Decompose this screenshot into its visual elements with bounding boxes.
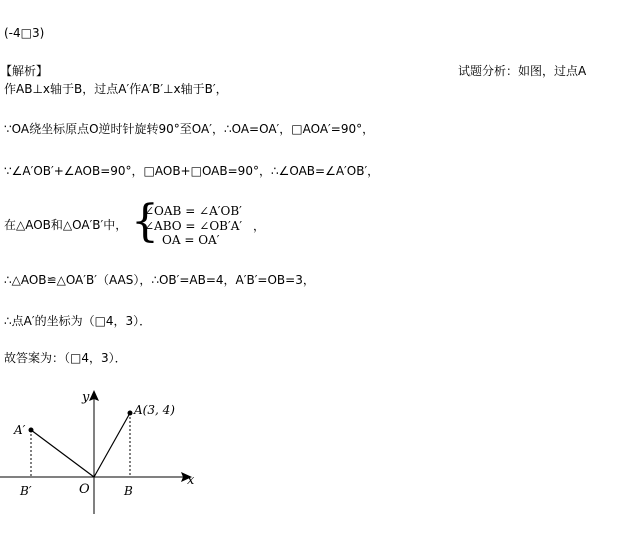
solution-line-3: ∵∠A′OB′+∠AOB=90°，□AOB+□OAB=90°，∴∠OAB=∠A′OB′，: [4, 164, 380, 178]
solution-line-6: 故答案为：（□4，3）．: [4, 351, 127, 365]
segment-oa: [94, 413, 130, 477]
solution-line-5: ∴点A′的坐标为（□4，3）．: [4, 314, 152, 328]
system-row-3: OA = OA′: [162, 233, 220, 247]
label-x-axis: x: [187, 473, 195, 488]
analysis-intro: 试题分析：如图，过点A: [458, 64, 587, 78]
segment-oa-prime: [31, 430, 94, 477]
solution-line-1: 作AB⊥x轴于B，过点A′作A′B′⊥x轴于B′，: [4, 82, 228, 96]
solution-line-2: ∵OA绕坐标原点O逆时针旋转90°至OA′，∴OA=OA′，□AOA′=90°，: [4, 122, 375, 136]
label-point-a-prime: A′: [14, 423, 26, 437]
label-origin: O: [79, 482, 90, 497]
point-a: [128, 411, 133, 416]
system-suffix: ，: [253, 219, 266, 233]
system-brace: {: [131, 196, 159, 247]
system-row-2: ∠ABO = ∠OB′A′: [144, 219, 243, 233]
label-point-a: A(3, 4): [134, 403, 175, 417]
point-a-prime: [29, 428, 34, 433]
system-prefix: 在△AOB和△OA′B′中，: [4, 218, 128, 232]
answer-header: (-4□3): [4, 26, 45, 40]
label-point-b: B: [124, 484, 133, 498]
analysis-label: 【解析】: [0, 64, 49, 78]
system-row-1: ∠OAB = ∠A′OB′: [144, 204, 242, 218]
label-y-axis: y: [82, 390, 90, 405]
solution-line-4: ∴△AOB≌△OA′B′（AAS），∴OB′=AB=4，A′B′=OB=3，: [4, 273, 315, 287]
label-point-b-prime: B′: [20, 484, 32, 498]
